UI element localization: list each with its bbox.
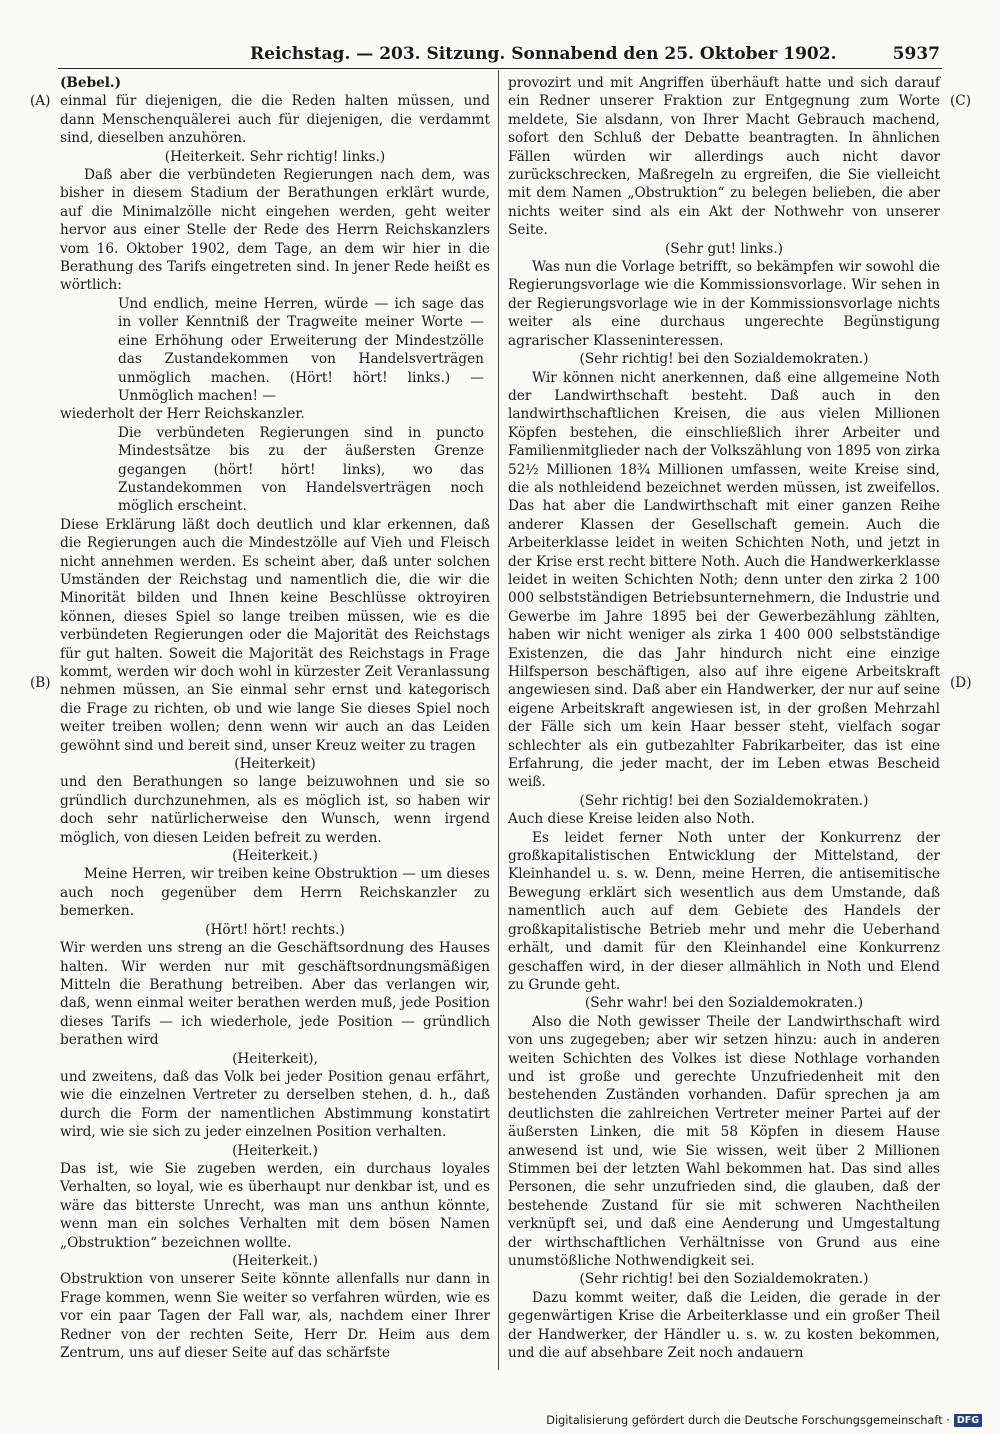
page-number: 5937 [892, 44, 940, 64]
paragraph: Dazu kommt weiter, daß die Leiden, die gerade in der gegenwärtigen Krise die Arbeiterklasse und ein großer Theil der Handwerker, der Händler u. s. w. zu kosten bekommen, und die auf absehbare Zeit noch andauern [508, 1289, 940, 1362]
quoted-passage: Die verbündeten Regierungen sind in puncto Mindestsätze bis zu der äußersten Grenze gegangen (hört! hört! links), wo das Zustandekommen von Handelsverträgen noch möglich erscheint. [118, 424, 484, 515]
paragraph: Wir können nicht anerkennen, daß eine allgemeine Noth der Landwirthschaft besteht. Daß auch in den landwirthschaftlichen Kreisen, die aus vielen Millionen Köpfen bestehen, die einschließlich ihrer Arbeiter und Familienmitglieder nach der Volkszählung von 1895 von zirka 52½ Millionen 18¾ Millionen umfassen, weite Kreise sind, die als nothleidend bezeichnet werden müssen, ist zweifellos. Das hat aber die Landwirthschaft mit einer ganzen Reihe anderer Klassen der Gesellschaft gemein. Auch die Arbeiterklasse leidet in weiten Schichten Noth, und jetzt in der Krise erst recht bittere Noth. Auch die Handwerkerklasse leidet in weiten Schichten Noth; denn unter den zirka 2 100 000 selbstständigen Betriebsunternehmern, die Industrie und Gewerbe im Jahre 1895 bei der Gewerbezählung zählten, haben wir nicht weniger als zirka 1 400 000 selbstständige Existenzen, die das Jahr hindurch nicht eine einzige Hilfsperson beschäftigen, also auf ihre eigene Arbeitskraft angewiesen sind. Daß aber ein Handwerker, der nur auf seine eigene Arbeitskraft angewiesen ist, in der großen Mehrzahl der Fälle sich um kein Haar besser steht, vielfach sogar schlechter als ein gutbezahlter Fabrikarbeiter, das ist eine Erfahrung, die jeder macht, der im Leben etwas Bescheid weiß. [508, 369, 940, 791]
quoted-passage: Und endlich, meine Herren, würde — ich sage das in voller Kenntniß der Tragweite meiner Worte — eine Erhöhung oder Erweiterung der Mindestzölle das Zustandekommen von Handelsverträgen unmöglich machen. (Hört! hört! links.) — Unmöglich machen! — [118, 295, 484, 404]
margin-marker-a: (A) [30, 93, 51, 109]
paragraph: und den Berathungen so lange beizuwohnen und sie so gründlich durchzunehmen, als es möglich ist, so haben wir doch sehr natürlicherweise den Wunsch, wenn irgend möglich, von diesen Leiden befreit zu werden. [60, 774, 490, 846]
interjection: (Heiterkeit. Sehr richtig! links.) [164, 148, 386, 165]
paragraph: Also die Noth gewisser Theile der Landwirthschaft wird von uns zugegeben; aber wir setzen hinzu: auch in anderen weiten Schichten des Volkes ist diese Nothlage vorhanden und ist große und gerechte Unzufriedenheit mit den bestehenden Zuständen vorhanden. Dafür sprechen ja am deutlichsten die zahlreichen Vertreter meiner Partei auf der äußersten Linken, die mit 58 Köpfen in diesem Hause anwesend ist und, wie Sie wissen, weit über 2 Millionen Stimmen bei der letzten Wahl bekommen hat. Das sind alles Personen, die sehr unzufrieden sind, die glauben, daß der bestehende Zustand für sie mit schweren Nachtheilen verknüpft sei, und daß eine Aenderung und Umgestaltung der wirthschaftlichen Verhältnisse von Grund aus eine unumstößliche Nothwendigkeit sei. [508, 1013, 940, 1269]
interjection: (Heiterkeit) [234, 756, 316, 773]
interjection: (Heiterkeit.) [232, 848, 318, 865]
dfg-logo: DFG [954, 1414, 982, 1427]
paragraph: Wir werden uns streng an die Geschäftsordnung des Hauses halten. Wir werden nur mit geschäftsordnungsmäßigen Mitteln die Berathung betreiben. Aber das verlangen wir, daß, wenn einmal weiter berathen werden muß, jede Position dieses Tarifs — ich wiederhole, jede Position — gründlich berathen wird [60, 940, 490, 1049]
paragraph: und zweitens, daß das Volk bei jeder Position genau erfährt, wie die einzelnen Vertreter zu derselben stehen, d. h., daß durch die Form der namentlichen Abstimmung konstatirt wird, wie sie sich zu jeder einzelnen Position verhalten. [60, 1068, 490, 1141]
interjection: (Sehr gut! links.) [664, 240, 784, 257]
left-column [60, 74, 490, 1362]
page-header [250, 44, 940, 64]
paragraph: Was nun die Vorlage betrifft, so bekämpfen wir sowohl die Regierungsvorlage wie die Kommissionsvorlage. Wir sehen in der Regierungsvorlage wie in der Kommissionsvorlage nichts weiter als eine durchaus ungerechte Begünstigung agrarischer Klasseninteressen. [508, 259, 940, 349]
interjection: (Heiterkeit), [232, 1050, 318, 1067]
speaker-name: (Bebel.) [60, 75, 122, 91]
interjection: (Sehr richtig! bei den Sozialdemokraten.) [579, 351, 869, 368]
interjection: (Hört! hört! rechts.) [205, 921, 345, 938]
interjection: (Sehr wahr! bei den Sozialdemokraten.) [584, 995, 864, 1012]
interjection: (Heiterkeit.) [232, 1253, 318, 1269]
paragraph: Diese Erklärung läßt doch deutlich und klar erkennen, daß die Regierungen auch die Mindestzölle auf Vieh und Fleisch nicht annehmen werden. Es scheint aber, daß unter solchen Umständen der Reichstag und namentlich die, die wir die Minorität bilden und Ihnen keine Beschlüsse oktroyiren können, dieses Spiel so lange treiben müssen, wie es die verbündeten Regierungen oder die Majorität des Reichstags für gut halten. Soweit die Majorität des Reichstags in Frage kommt, werden wir doch wohl in kürzester Zeit Veranlassung nehmen müssen, an Sie einmal sehr ernst und kategorisch die Frage zu richten, ob und wie lange Sie dieses Spiel noch weiter treiben wollen; denn wenn wir auch an das Leiden gewöhnt sind und bereit sind, unser Kreuz weiter zu tragen [60, 516, 490, 754]
paragraph: Auch diese Kreise leiden also Noth. [508, 811, 755, 828]
margin-marker-d: (D) [950, 675, 972, 691]
header-rule [58, 68, 942, 69]
interjection: (Sehr richtig! bei den Sozialdemokraten.) [579, 1271, 869, 1288]
paragraph: Es leidet ferner Noth unter der Konkurrenz der großkapitalistischen Entwicklung der Mittelstand, der Kleinhandel u. s. w. Denn, meine Herren, die antisemitische Bewegung erklärt sich wesentlich aus dem Umstande, daß namentlich auch auf dem Gebiete des Handels der großkapitalistische Betrieb mehr und mehr die Ueberhand erhält, und damit für den Kleinhandel eine Konkurrenz geschaffen wird, in der dieser allmählich in Noth und Elend zu Grunde geht. [508, 829, 940, 993]
margin-marker-b: (B) [30, 675, 51, 691]
paragraph: Meine Herren, wir treiben keine Obstruktion — um dieses auch noch gegenüber dem Herrn Reichskanzler zu bemerken. [60, 866, 490, 920]
paragraph: einmal für diejenigen, die die Reden halten müssen, und dann Menschenquälerei auch für diejenigen, die verdammt sind, dieselben anzuhören. [60, 93, 490, 147]
interjection: (Sehr richtig! bei den Sozialdemokraten.) [579, 792, 869, 809]
header-title: Reichstag. — 203. Sitzung. Sonnabend den 25. Oktober 1902. [250, 44, 837, 64]
paragraph: provozirt und mit Angriffen überhäuft hatte und sich darauf ein Redner unserer Fraktion zur Entgegnung zum Worte meldete, Sie alsdann, von Ihrer Macht Gebrauch machend, sofort den Schluß der Debatte beantragten. In ähnlichen Fällen würden wir allerdings auch nicht davor zurückschrecken, Maßregeln zu ergreifen, die Sie vielleicht mit dem Namen „Obstruktion“ zu belegen belieben, die aber nichts weiter sind als ein Akt der Nothwehr von unserer Seite. [508, 75, 940, 239]
paragraph: wiederholt der Herr Reichskanzler. [60, 406, 305, 423]
right-column [508, 74, 940, 1362]
paragraph: Obstruktion von unserer Seite könnte allenfalls nur dann in Frage kommen, wenn Sie weiter so verfahren würden, wie es vor ein paar Tagen der Fall war, als, nachdem einer Ihrer Redner von der rechten Seite, Herr Dr. Heim aus dem Zentrum, uns auf dieser Seite auf das schärfste [60, 1271, 490, 1362]
margin-marker-c: (C) [950, 93, 972, 109]
paragraph: Das ist, wie Sie zugeben werden, ein durchaus loyales Verhalten, so loyal, wie es überhaupt nur denkbar ist, und es wäre das bitterste Unrecht, was man uns anthun könnte, wenn man ein solches Verhalten mit dem bösen Namen „Obstruktion“ bezeichnen wollte. [60, 1160, 490, 1251]
column-divider [498, 70, 499, 1370]
paragraph: Daß aber die verbündeten Regierungen nach dem, was bisher in diesem Stadium der Berathungen erklärt wurde, auf die Minimalzölle nicht eingehen werden, geht weiter hervor aus einer Stelle der Rede des Herrn Reichskanzlers vom 16. Oktober 1902, dem Tage, an dem wir hier in die Berathung des Tarifs eingetreten sind. In jener Rede heißt es wörtlich: [60, 167, 490, 294]
footer-credit: Digitalisierung gefördert durch die Deutsche Forschungsgemeinschaft · [546, 1414, 950, 1427]
footer [546, 1414, 982, 1427]
interjection: (Heiterkeit.) [232, 1142, 318, 1159]
